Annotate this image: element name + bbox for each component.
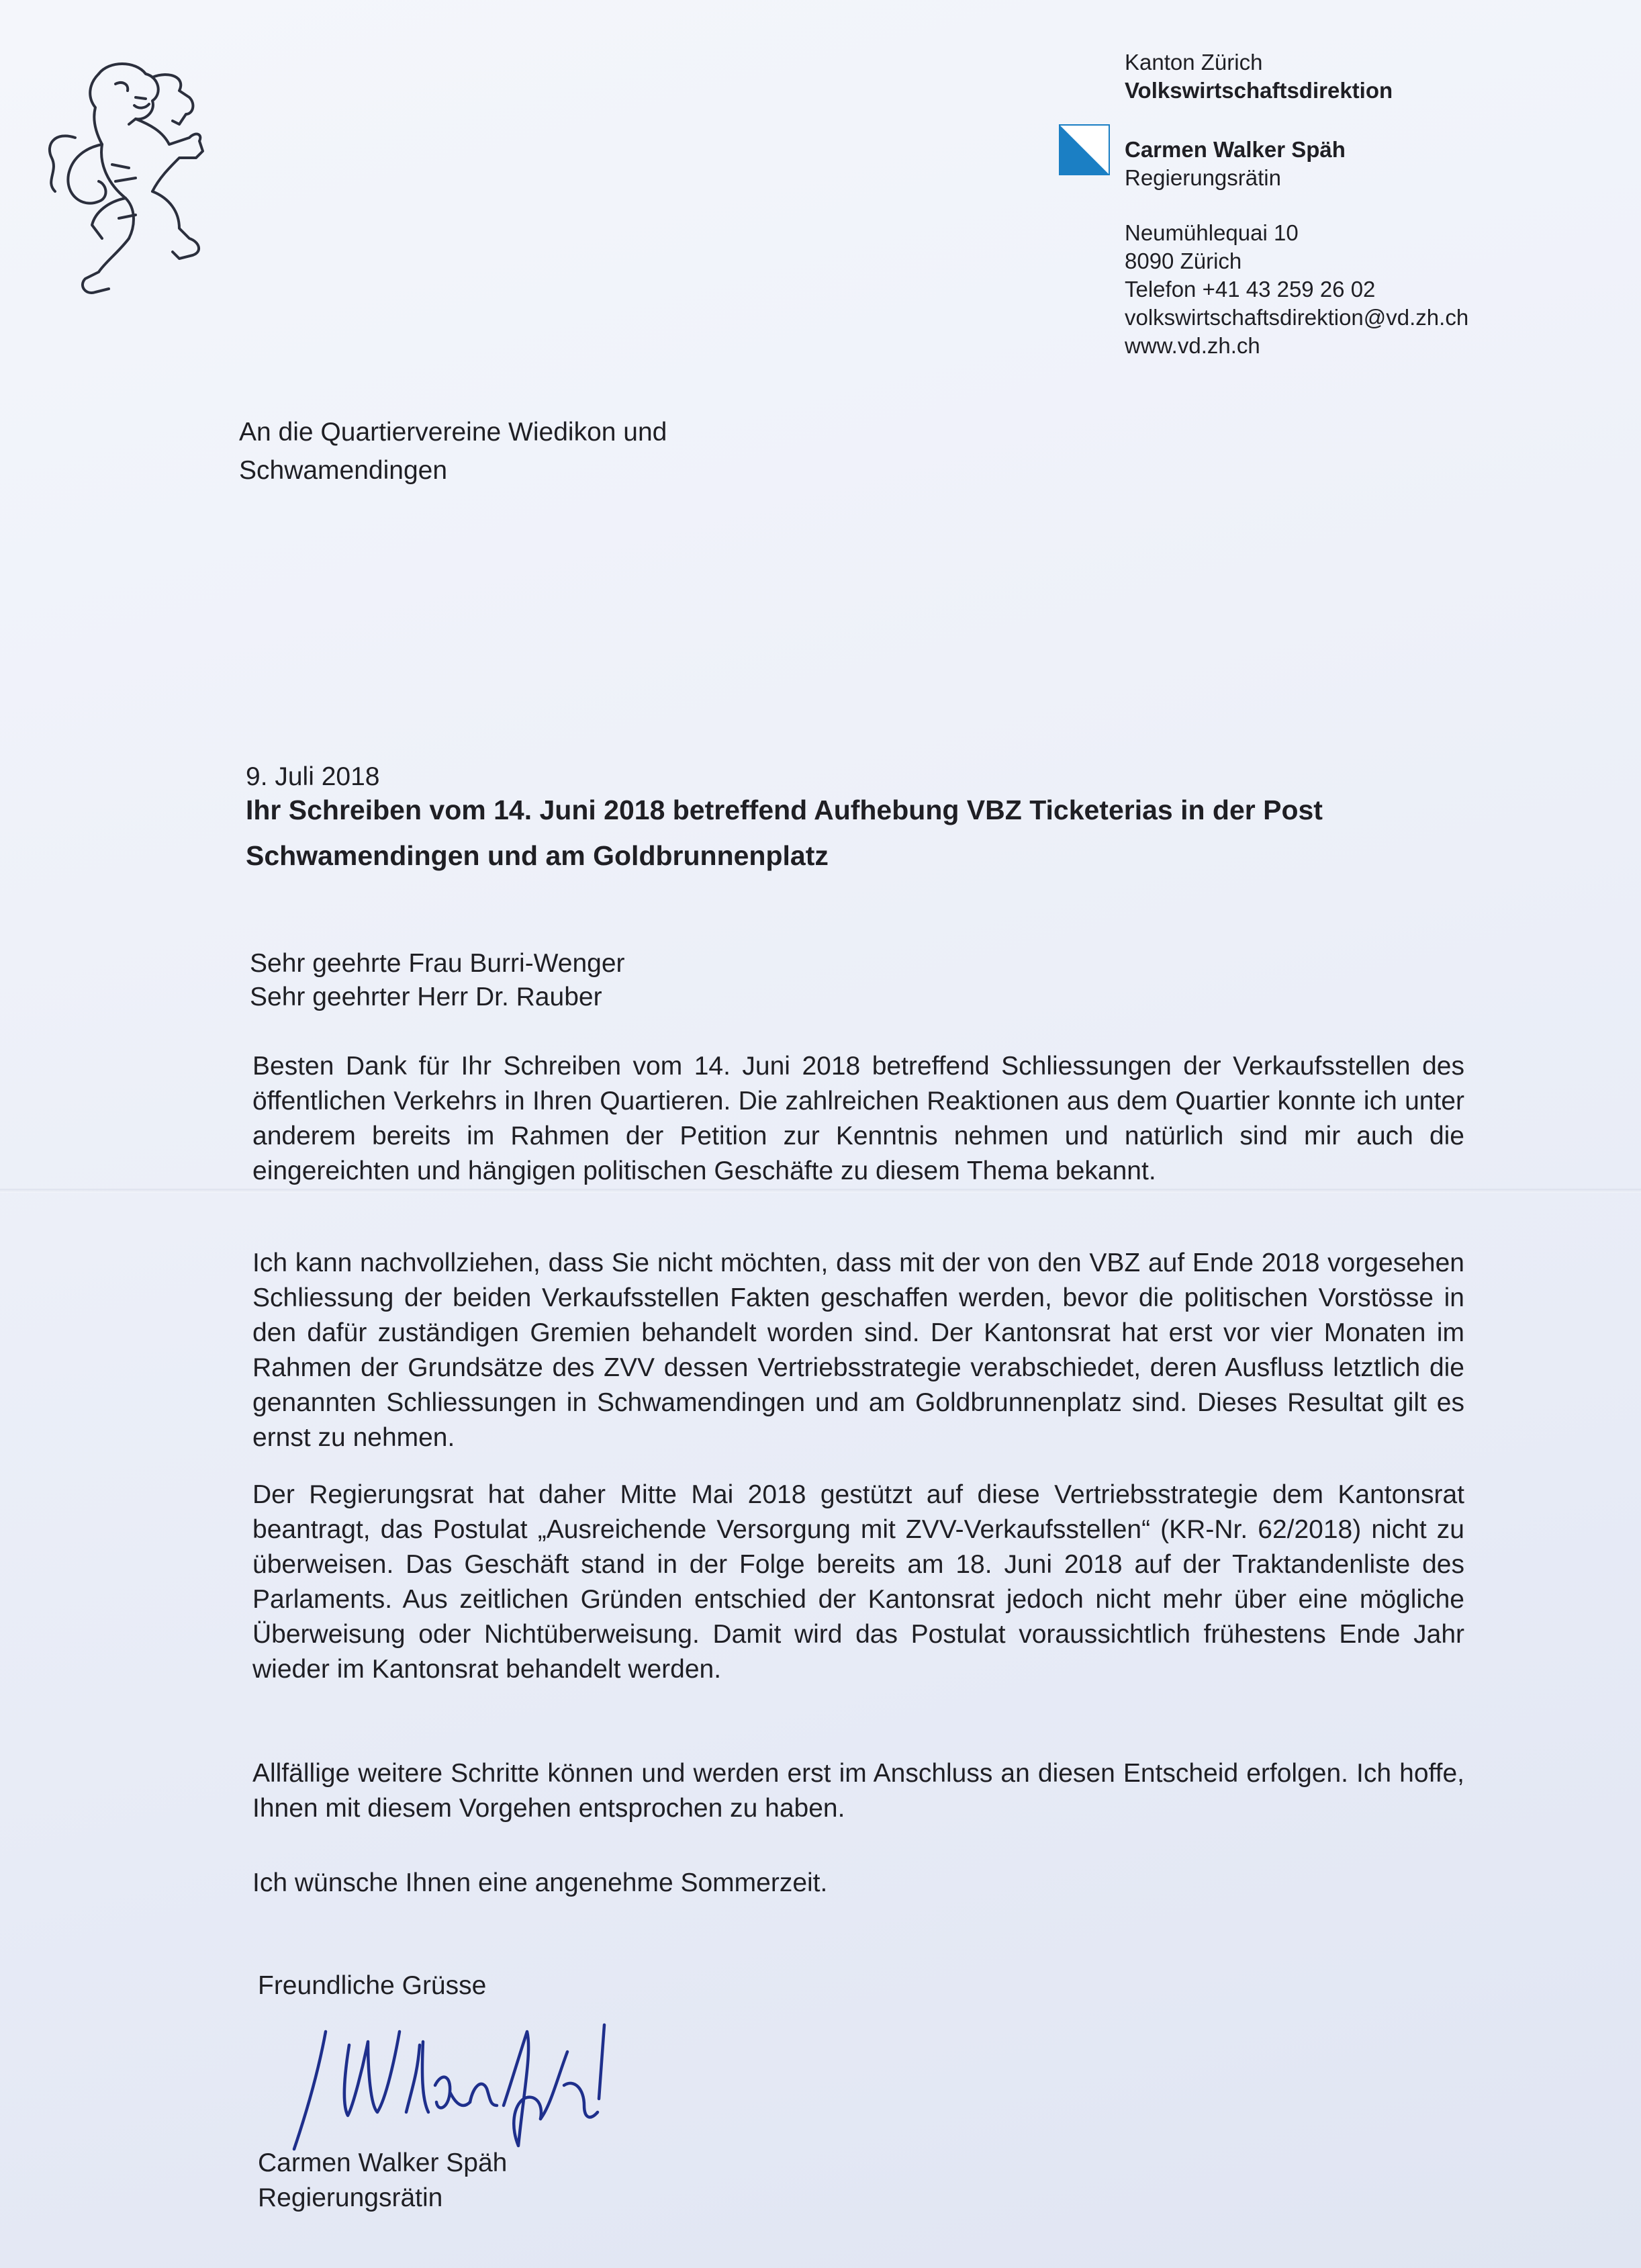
sender-block [1125, 48, 1595, 360]
letter-subject: Ihr Schreiben vom 14. Juni 2018 betreffend Aufhebung VBZ Ticketerias in der Post Schwamendingen und am Goldbrunnenplatz [246, 795, 1323, 871]
body-paragraph-5: Ich wünsche Ihnen eine angenehme Sommerzeit. [252, 1868, 828, 1897]
letter-date: 9. Juli 2018 [246, 762, 380, 791]
canton-zurich-logo-icon [1059, 124, 1110, 175]
body-paragraph-3: Der Regierungsrat hat daher Mitte Mai 2018 gestützt auf diese Vertriebsstrategie dem Kantonsrat beantragt, das Postulat „Ausreichende Versorgung mit ZVV-Verkaufsstellen“ (KR-Nr. 62/2018) nicht zu überweisen. Das Geschäft stand in der Folge bereits am 18. Juni 2018 auf der Traktandenliste des Parlaments. Aus zeitlichen Gründen entschied der Kantonsrat jedoch nicht mehr über eine mögliche Überweisung oder Nichtüberweisung. Damit wird das Postulat voraussichtlich frühestens Ende Jahr wieder im Kantonsrat behandelt werden. [252, 1480, 1464, 1684]
paper-fold-line [0, 1189, 1641, 1193]
sender-phone: Telefon +41 43 259 26 02 [1125, 277, 1376, 302]
salutation [250, 947, 625, 1014]
recipient-address [239, 413, 667, 490]
zurich-lion-emblem [35, 57, 230, 312]
sender-city: 8090 Zürich [1125, 248, 1242, 273]
signatory-role: Regierungsrätin [258, 2183, 443, 2212]
body-paragraph-1: Besten Dank für Ihr Schreiben vom 14. Juni 2018 betreffend Schliessungen der Verkaufsstellen des öffentlichen Verkehrs in Ihren Quartieren. Die zahlreichen Reaktionen aus dem Quartier konnte ich unter anderem bereits im Rahmen der Petition zur Kenntnis nehmen und natürlich sind mir auch die eingereichten und hängigen politischen Geschäfte zu diesem Thema bekannt. [252, 1052, 1464, 1185]
sender-name: Carmen Walker Späh [1125, 137, 1346, 162]
salutation-line-2: Sehr geehrter Herr Dr. Rauber [250, 983, 602, 1011]
sender-street: Neumühlequai 10 [1125, 220, 1299, 245]
sender-role: Regierungsrätin [1125, 165, 1281, 190]
body-paragraph-2: Ich kann nachvollziehen, dass Sie nicht möchten, dass mit der von den VBZ auf Ende 2018 vorgesehen Schliessung der beiden Verkaufsstellen Fakten geschaffen werden, bevor die politischen Vorstösse in den dafür zuständigen Gremien behandelt worden sind. Der Kantonsrat hat erst vor vier Monaten im Rahmen der Grundsätze des ZVV dessen Vertriebsstrategie verabschiedet, deren Ausfluss letztlich die genannten Schliessungen in Schwamendingen und am Goldbrunnenplatz sind. Dieses Resultat gilt es ernst zu nehmen. [252, 1249, 1464, 1452]
handwritten-signature [269, 2005, 624, 2166]
signatory-name: Carmen Walker Späh [258, 2148, 508, 2177]
sender-website: www.vd.zh.ch [1125, 333, 1260, 358]
recipient-line-1: An die Quartiervereine Wiedikon und [239, 418, 667, 447]
directorate-name: Volkswirtschaftsdirektion [1125, 78, 1393, 103]
salutation-line-1: Sehr geehrte Frau Burri-Wenger [250, 949, 625, 978]
closing-phrase: Freundliche Grüsse [258, 1971, 487, 2000]
canton-name: Kanton Zürich [1125, 50, 1263, 75]
recipient-line-2: Schwamendingen [239, 456, 448, 485]
body-paragraph-4: Allfällige weitere Schritte können und werden erst im Anschluss an diesen Entscheid erfolgen. Ich hoffe, Ihnen mit diesem Vorgehen entsprochen zu haben. [252, 1759, 1464, 1823]
sender-email: volkswirtschaftsdirektion@vd.zh.ch [1125, 305, 1469, 330]
signatory-block [258, 2146, 507, 2216]
